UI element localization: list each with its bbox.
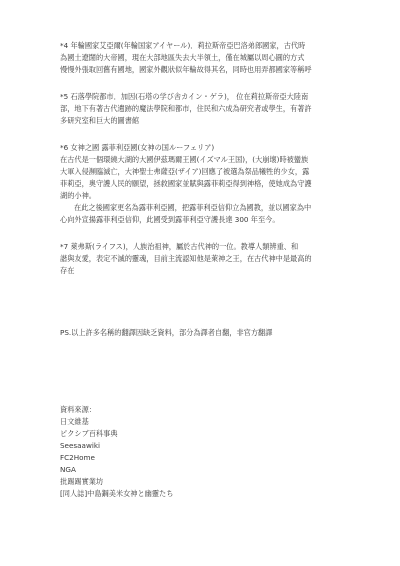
source-item: 日文維基 <box>60 417 89 426</box>
footnote-line: *6 女神之國 露菲利亞國(女神の国ルーフェリア) <box>60 143 215 152</box>
footnote-line: *5 石落學院都市．加因(石塔の学び舎カイン・ゲラ)， 位在莉拉斯帝亞大陸南 <box>60 92 309 101</box>
footnote-line: 大軍入侵瀕臨滅亡，大神聖士弗薩亞(ザイア)回應了被選為祭品犧牲的少女，露 <box>60 167 310 176</box>
footnote-line: *7 萊弗斯(ライフス)，人族治祖神，屬於古代神的一位。教導人類辨重、和 <box>60 242 299 251</box>
footnote-5 <box>60 91 350 127</box>
document-body <box>60 40 350 292</box>
footnote-7 <box>60 241 350 277</box>
footnote-line: 部，地下有著古代遺跡的魔法學院和都市，住民和六成為研究者或學生，有著許 <box>60 104 312 113</box>
footnote-line: 心向外宣揚露菲利亞信仰，此國受到露菲利亞守護長達 300 年至今。 <box>60 215 280 224</box>
footnote-line: 多研究室和巨大的圖書館 <box>60 116 140 125</box>
footnote-4 <box>60 40 350 76</box>
source-item: 批踢踢實業坊 <box>60 477 104 486</box>
footnote-line: 菲莉亞，奧守護人民的願望，拯救國家並賦與露菲莉亞得到神格，使她成為守護 <box>60 179 312 188</box>
footnote-line: 在此之後國家更名為露菲利亞國，把露菲利亞信仰立為國教，並以國家為中 <box>74 203 312 212</box>
sources-list <box>60 404 173 500</box>
footnote-line: 存在 <box>60 266 75 275</box>
footnote-line: *4 年輪國家艾亞爾(年輪国家アイヤール)．莉拉斯帝亞巴洛弟郎國家，古代時 <box>60 41 306 50</box>
translation-note: PS.以上許多名稱的翻譯因缺乏資料，部分為譯者自翻，非官方翻譯 <box>60 328 273 337</box>
source-item: NGA <box>60 465 76 474</box>
source-item: FC2Home <box>60 453 95 462</box>
source-item: ピクシブ百科事典 <box>60 429 118 438</box>
footnote-6 <box>60 142 350 226</box>
footnote-line: 在古代是一個環繞大湖的大國伊茲瑪爾王國(イズマル王国)，(大崩壞)時被蠻族 <box>60 155 309 164</box>
footnote-line: 為國土遼闊的大帝國，現在大部地區失去大半領土，僅在城屬以周心圓的方式 <box>60 53 305 62</box>
source-item: [同人誌]中島鋼美米女神と幽靈たち <box>60 489 174 498</box>
source-item: Seesaawiki <box>60 441 100 450</box>
footnote-line: 慢慢外張取回舊有國地，國家外觀狀似年輪故得其名，同時也用弄都國家等稱呼 <box>60 65 312 74</box>
footnote-line: 諧與友愛，表定不滅的靈魂，目前主流認知他是萊神之王，在古代神中是最高的 <box>60 254 312 263</box>
footnote-line: 湖的小神。 <box>60 191 96 200</box>
sources-heading: 資料來源： <box>60 405 96 414</box>
